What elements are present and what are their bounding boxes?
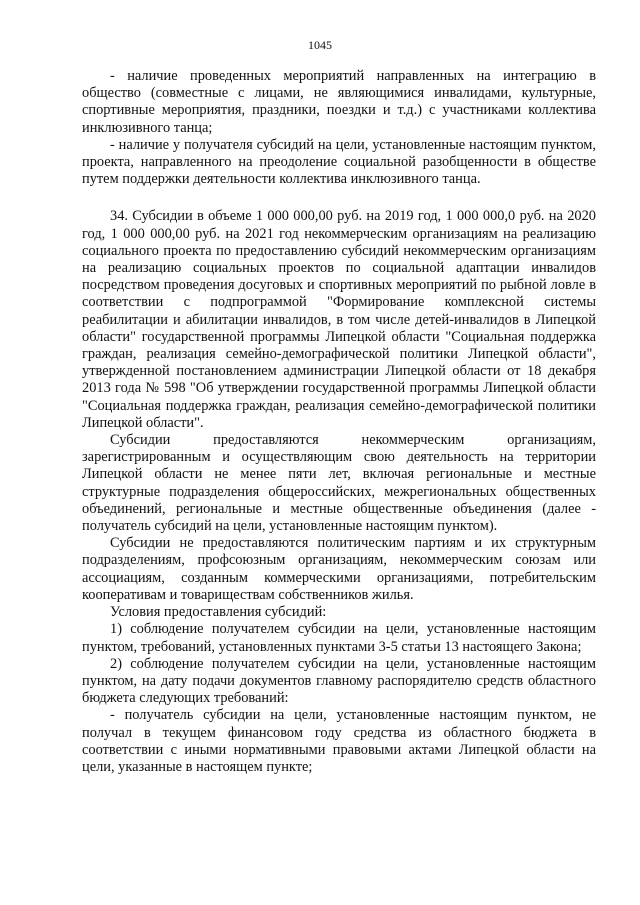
document-body xyxy=(82,68,596,776)
conditions-heading: Условия предоставления субсидий: xyxy=(110,604,327,621)
condition-2-paragraph: 2) соблюдение получателем субсидии на цели, установленные настоящим пунктом, на дату подачи документов главному распорядителю средств областного бюджета следующих требований: xyxy=(82,655,596,707)
exclusions-paragraph: Субсидии не предоставляются политическим партиям и их структурным подразделениям, профсоюзным организациям, некоммерческим союзам или ассоциациям, созданным коммерческими организациями, потребительским кооперативам и товариществам собственников жилья. xyxy=(82,535,596,603)
page-number: 1045 xyxy=(308,38,332,52)
paragraph-gap xyxy=(82,188,596,208)
section-34-paragraph: 34. Субсидии в объеме 1 000 000,00 руб. на 2019 год, 1 000 000,0 руб. на 2020 год, 1 000 000,00 руб. на 2021 год некоммерческим организациям на реализацию социального проекта по предоставлению субсидий некоммерческим организациям на реализацию социальных проектов по социальной адаптации инвалидов посредством проведения досуговых и спортивных мероприятий по рыбной ловле в соответствии с подпрограммой "Формирование комплексной системы реабилитации и абилитации инвалидов, в том числе детей-инвалидов в Липецкой области" государственной программы Липецкой области "Социальная поддержка граждан, реализация семейно-демографической политики Липецкой области", утвержденной постановлением администрации Липецкой области от 18 декабря 2013 года № 598 "Об утверждении государственной программы Липецкой области "Социальная поддержка граждан, реализация семейно-демографической политики Липецкой области". xyxy=(82,208,596,431)
condition-1-paragraph: 1) соблюдение получателем субсидии на цели, установленные настоящим пунктом, требований, установленных пунктами 3-5 статьи 13 настоящего Закона; xyxy=(82,621,596,655)
bullet-paragraph-project: - наличие у получателя субсидий на цели, установленные настоящим пунктом, проекта, направленного на преодоление социальной разобщенности в обществе путем поддержки деятельности коллектива инклюзивного танца. xyxy=(82,136,596,188)
eligibility-paragraph: Субсидии предоставляются некоммерческим организациям, зарегистрированным и осуществляющим свою деятельность на территории Липецкой области не менее пяти лет, включая региональные и местные структурные подразделения общероссийских, межрегиональных общественных объединений, региональные и местные общественные объединения (далее - получатель субсидий на цели, установленные настоящим пунктом). xyxy=(82,432,596,535)
bullet-paragraph-integration: - наличие проведенных мероприятий направленных на интеграцию в общество (совместные с лицами, не являющимися инвалидами, культурные, спортивные мероприятия, праздники, поездки и т.д.) с участниками коллектива инклюзивного танца; xyxy=(82,68,596,136)
requirement-bullet-paragraph: - получатель субсидии на цели, установленные настоящим пунктом, не получал в текущем финансовом году средства из областного бюджета в соответствии с иными нормативными правовыми актами Липецкой области на цели, указанные в настоящем пункте; xyxy=(82,707,596,775)
